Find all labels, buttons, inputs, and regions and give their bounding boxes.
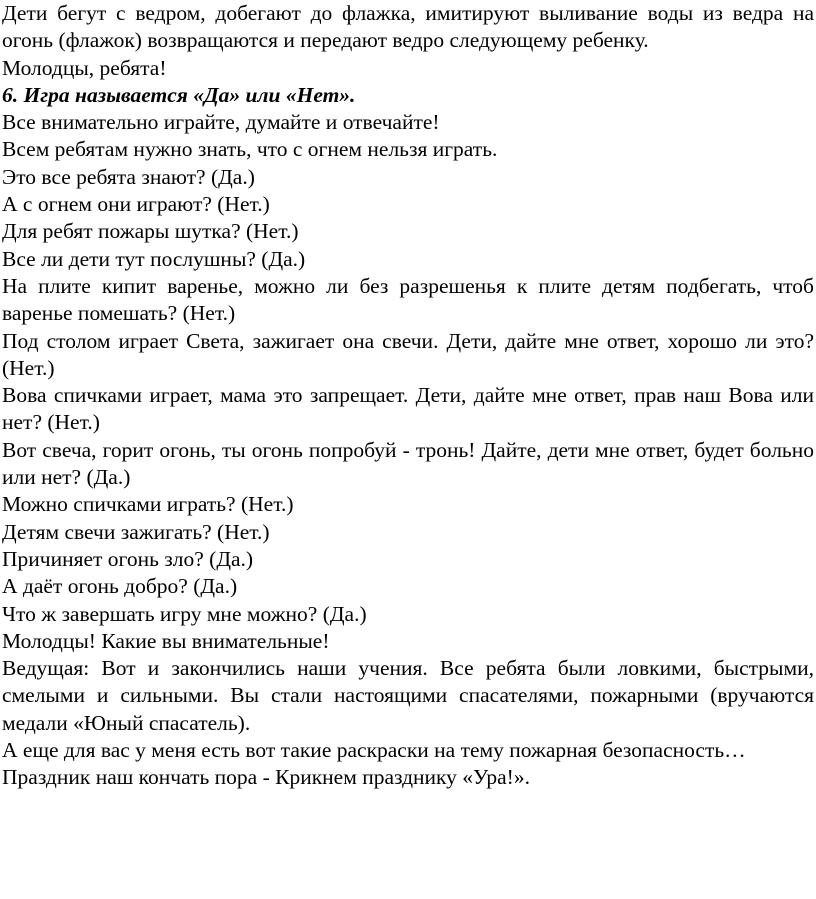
question-paragraph: Под столом играет Света, зажигает она свечи. Дети, дайте мне ответ, хорошо ли это? (Нет.) [2,328,814,380]
question-line: Все ли дети тут послушны? (Да.) [2,246,306,271]
verse-line: Все внимательно играйте, думайте и отвечайте! [2,110,440,135]
paragraph-intro: Дети бегут с ведром, добегают до флажка, имитируют выливание воды из ведра на огонь (флажок) возвращаются и передают ведро следующему ребенку. [2,1,814,53]
praise-line: Молодцы! Какие вы внимательные! [2,628,330,653]
question-line: А даёт огонь добро? (Да.) [2,574,238,599]
question-paragraph: На плите кипит варенье, можно ли без разрешенья к плите детям подбегать, чтоб варенье помешать? (Нет.) [2,273,814,326]
closing-line: Праздник наш кончать пора - Крикнем празднику «Ура!». [2,765,530,790]
question-line: Причиняет огонь зло? (Да.) [2,546,254,571]
question-line: Можно спичками играть? (Нет.) [2,492,294,517]
game-heading: 6. Игра называется «Да» или «Нет». [2,82,356,107]
host-paragraph: Ведущая: Вот и закончились наши учения. Все ребята были ловкими, быстрыми, смелыми и сильными. Вы стали настоящими спасателями, пожарными (вручаются медали «Юный спасатель). [2,656,814,735]
question-paragraph: Вова спичками играет, мама это запрещает. Дети, дайте мне ответ, прав наш Вова или нет? (Нет.) [2,383,814,435]
question-paragraph: Вот свеча, горит огонь, ты огонь попробуй - тронь! Дайте, дети мне ответ, будет больно или нет? (Да.) [2,437,814,490]
paragraph-praise: Молодцы, ребята! [2,55,167,80]
question-line: А с огнем они играют? (Нет.) [2,192,270,217]
question-line: Это все ребята знают? (Да.) [2,164,255,189]
verse-line: Всем ребятам нужно знать, что с огнем нельзя играть. [2,137,498,162]
coloring-paragraph: А еще для вас у меня есть вот такие раскраски на тему пожарная безопасность… [2,738,746,763]
question-line: Детям свечи зажигать? (Нет.) [2,519,270,544]
question-line: Что ж завершать игру мне можно? (Да.) [2,601,367,626]
question-line: Для ребят пожары шутка? (Нет.) [2,219,299,244]
